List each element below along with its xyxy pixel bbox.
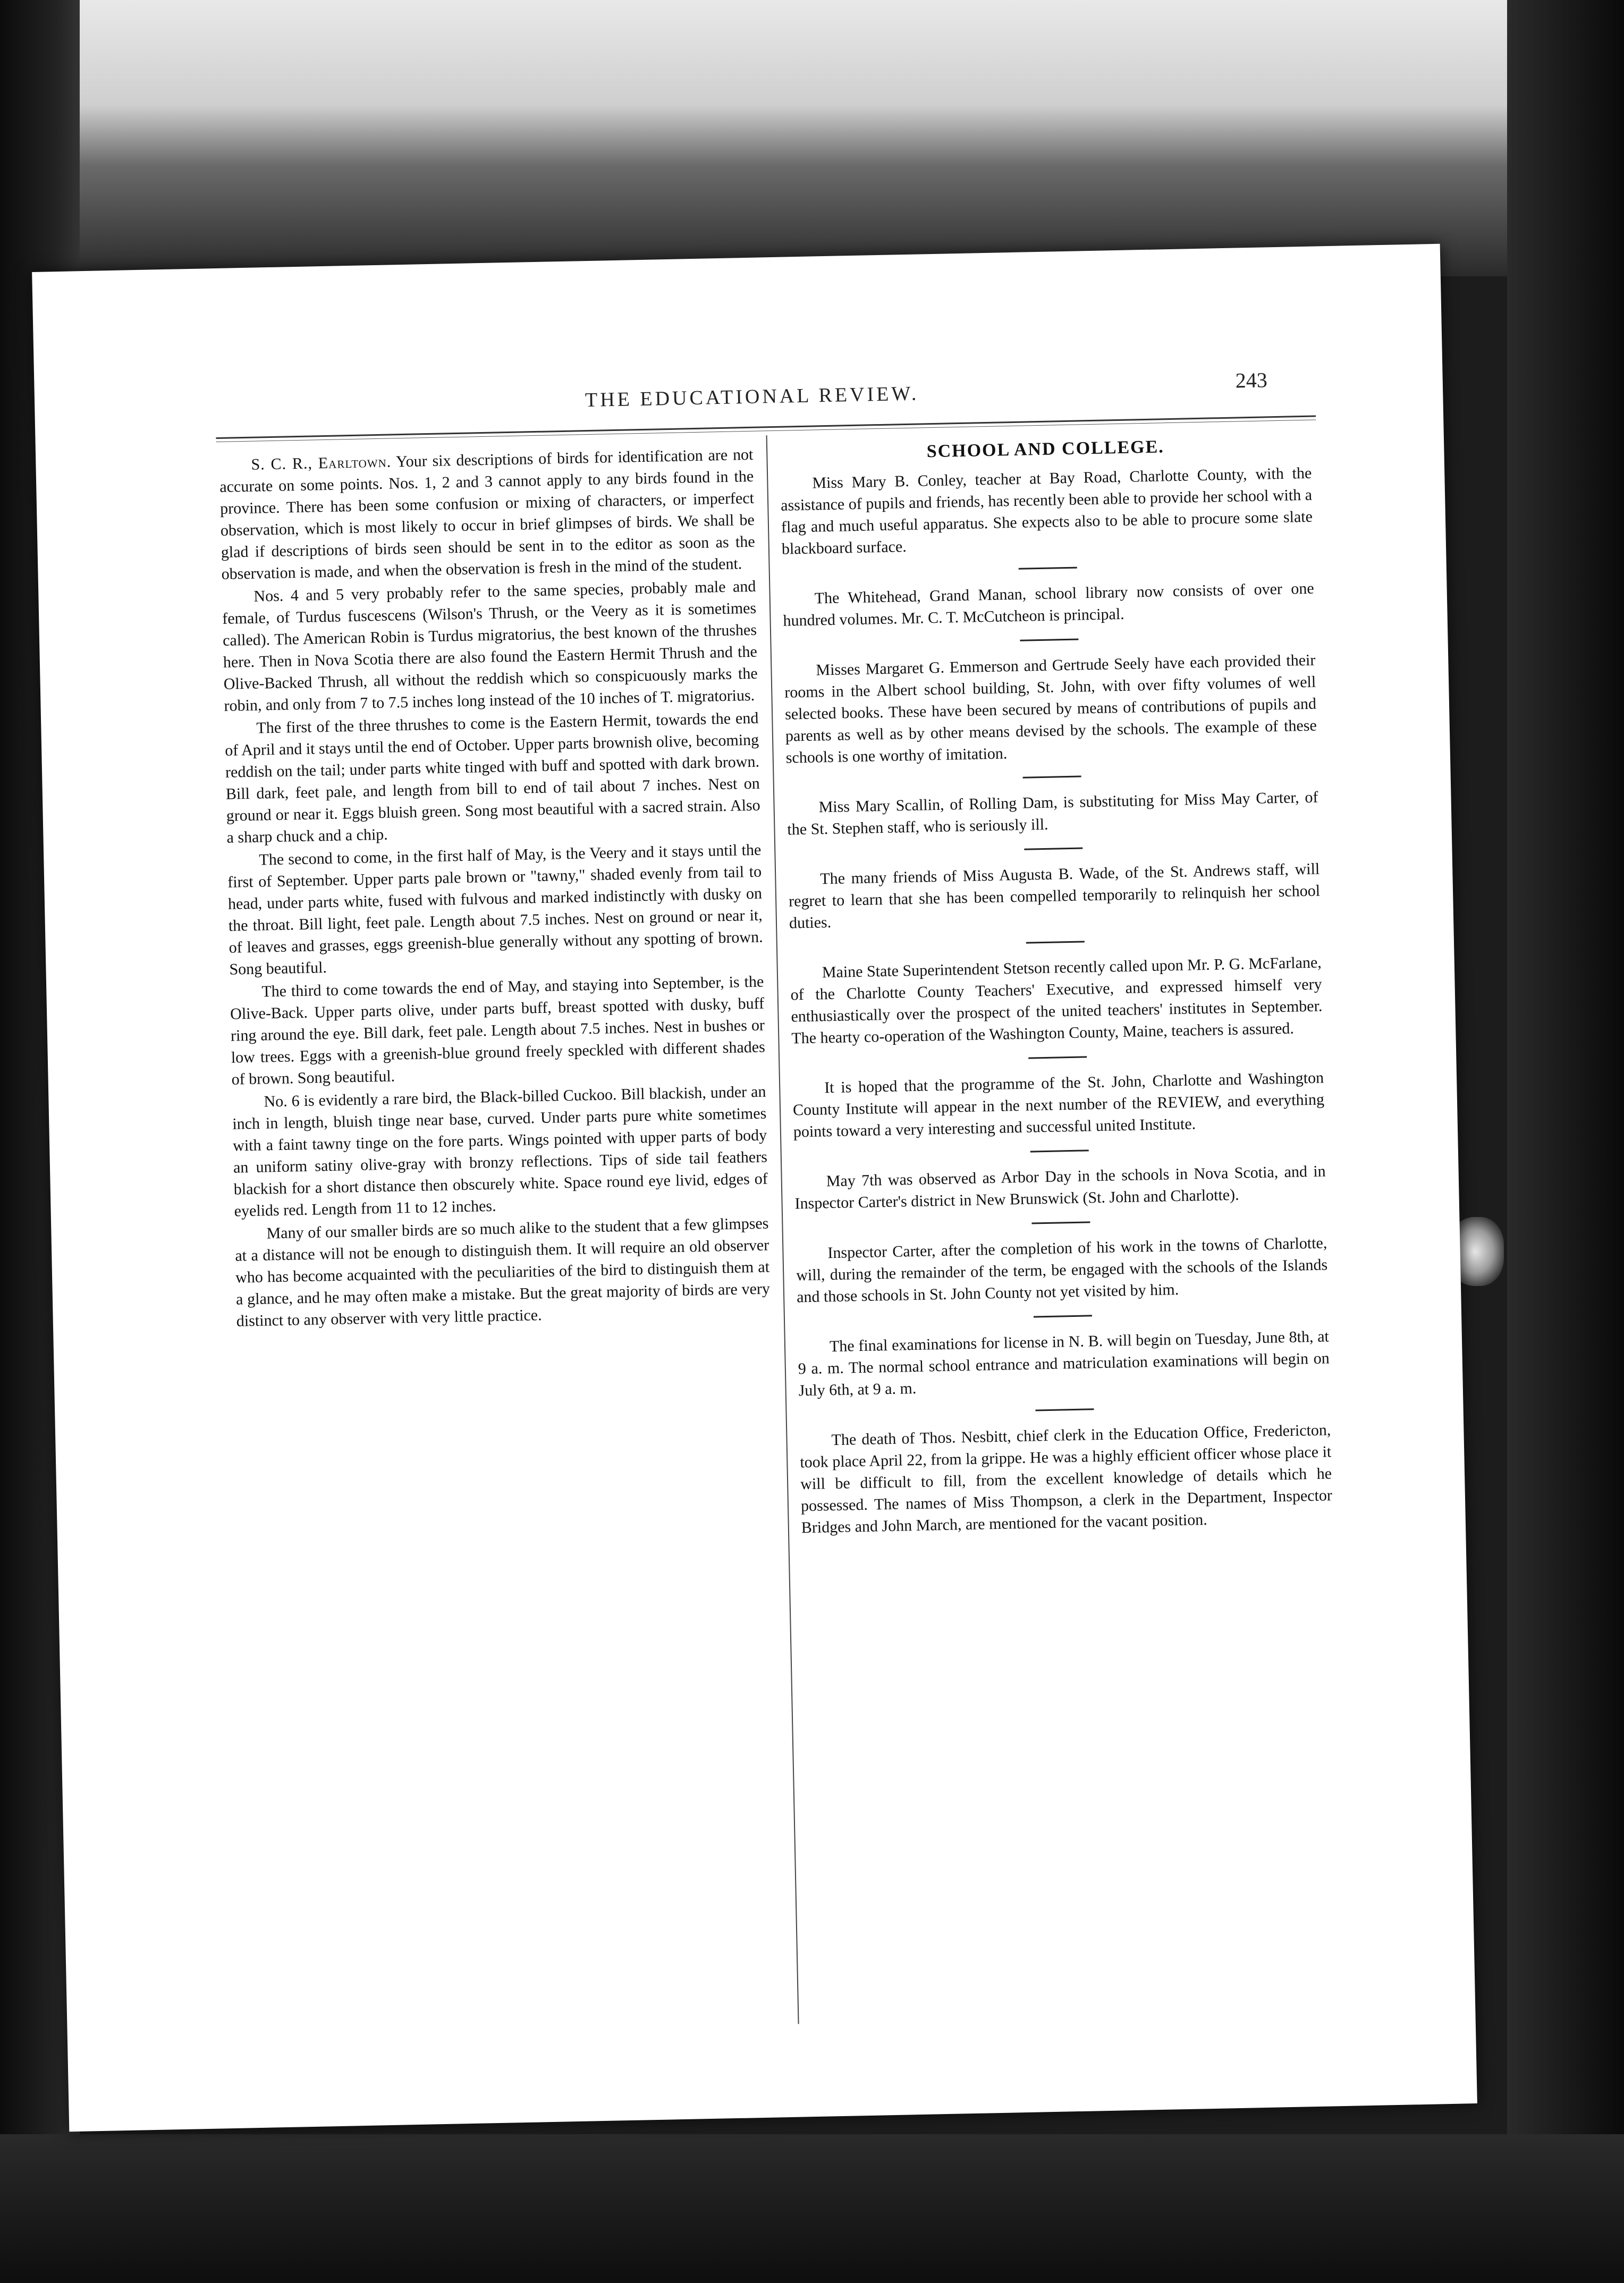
left-paragraph: Many of our smaller birds are so much alike to the student that a few glimpses at a distance will not be enough to distinguish them. It will require an old observer who has become acquainted with the peculiarities of the bird to distinguish them at a glance, and he may often make a mistake. But the great majority of birds are very distinct to any observer with very little practice. xyxy=(235,1214,771,1330)
left-column xyxy=(219,444,771,1333)
correspondent-name: S. C. R., Earltown. xyxy=(251,453,392,473)
item-separator xyxy=(1034,1315,1092,1317)
news-item: The many friends of Miss Augusta B. Wade, of the St. Andrews staff, will regret to learn that she has been compelled temporarily to relinquish her school duties. xyxy=(788,860,1321,932)
item-separator xyxy=(1020,639,1078,641)
scan-background-top xyxy=(0,0,1624,276)
item-separator xyxy=(1019,567,1077,570)
left-paragraph: S. C. R., Earltown. Your six descriptions of birds for identification are not accurate on some points. Nos. 1, 2 and 3 cannot apply to any birds found in the province. There has been some confusion or mixing of characters, or imperfect observation, which is most likely to occur in brief glimpses of birds. We shall be glad if descriptions of birds seen should be sent in to the editor as soon as the observation is made, and when the observation is fresh in the mind of the student. xyxy=(219,445,755,583)
scan-background-bottom xyxy=(0,2134,1624,2283)
news-item: The final examinations for license in N. B. will begin on Tuesday, June 8th, at 9 a. m. The normal school entrance and matriculation examinations will begin on July 6th, at 9 a. m. xyxy=(798,1327,1330,1400)
news-item: Maine State Superintendent Stetson recently called upon Mr. P. G. McFarlane, of the Charlotte County Teachers' Executive, and expressed himself very enthusiastically over the prospect of the united teachers' institutes in September. The hearty co-operation of the Washington County, Maine, teachers is assured. xyxy=(790,953,1323,1047)
item-separator xyxy=(1035,1408,1094,1411)
left-paragraph: No. 6 is evidently a rare bird, the Black-billed Cuckoo. Bill blackish, under an inch in length, bluish tinge near base, curved. Under parts pure white sometimes with a faint tawny tinge on the fore parts. Wings pointed with upper parts of body an uniform satiny olive-gray with bronzy reflections. Tips of side tail feathers blackish for a short distance then obscurely white. Space round eye livid, edges of eyelids red. Length from 11 to 12 inches. xyxy=(232,1083,768,1220)
news-item: The Whitehead, Grand Manan, school library now consists of over one hundred volumes. Mr. C. T. McCutcheon is principal. xyxy=(783,579,1314,630)
document-page xyxy=(32,244,1477,2132)
news-item: The death of Thos. Nesbitt, chief clerk in the Education Office, Fredericton, took place April 22, from la grippe. He was a highly efficient officer whose place it will be difficult to fill, from the excellent knowledge of details which he possessed. The names of Miss Thompson, a clerk in the Department, Inspector Bridges and John March, are mentioned for the vacant position. xyxy=(800,1421,1333,1537)
right-column xyxy=(780,433,1333,1539)
item-separator xyxy=(1026,941,1085,943)
news-item: Miss Mary B. Conley, teacher at Bay Road, Charlotte County, with the assistance of pupils and friends, has recently been able to provide her school with a flag and much useful apparatus. She expects also to be able to procure some slate blackboard surface. xyxy=(780,464,1313,558)
left-paragraph: The first of the three thrushes to come is the Eastern Hermit, towards the end of April and it stays until the end of October. Upper parts brownish olive, becoming reddish on the tail; under parts white tinged with buff and spotted with dark brown. Bill dark, feet pale, and length from bill to end of tail about 7 inches. Nest on ground or near it. Eggs bluish green. Song most beautiful with a sacred strain. Also a sharp chuck and a chip. xyxy=(224,709,760,847)
news-item: Miss Mary Scallin, of Rolling Dam, is substituting for Miss May Carter, of the St. Stephen staff, who is seriously ill. xyxy=(787,788,1318,839)
item-separator xyxy=(1023,776,1081,779)
page-number: 243 xyxy=(1235,368,1268,393)
running-title: THE EDUCATIONAL REVIEW. xyxy=(585,382,919,412)
left-paragraph: The second to come, in the first half of May, is the Veery and it stays until the first of September. Upper parts pale brown or "tawny," shaded evenly from tail to head, under parts white, fused with fulvous and marked indistinctly with dusky on the throat. Bill light, feet pale. Length about 7.5 inches. Nest on ground or near it, of leaves and grasses, eggs greenish-blue generally without any spotting of brown. Song beautiful. xyxy=(227,841,763,978)
item-separator xyxy=(1028,1056,1087,1059)
news-item: May 7th was observed as Arbor Day in the schools in Nova Scotia, and in Inspector Carter's district in New Brunswick (St. John and Charlotte). xyxy=(794,1162,1326,1213)
scan-background-right xyxy=(1507,0,1624,2283)
page-header xyxy=(35,368,1443,432)
left-paragraph: Nos. 4 and 5 very probably refer to the same species, probably male and female, of Turdus fuscescens (Wilson's Thrush, or the Veery as it is sometimes called). The American Robin is Turdus migratorius, the best known of the thrushes here. Then in Nova Scotia there are also found the Eastern Hermit Thrush and the Olive-Backed Thrush, all without the reddish which so conspicuously marks the robin, and only from 7 to 7.5 inches long instead of the 10 inches of T. migratorius. xyxy=(222,577,758,715)
section-title: SCHOOL AND COLLEGE. xyxy=(926,437,1165,462)
news-item: Misses Margaret G. Emmerson and Gertrude Seely have each provided their rooms in the Albert school building, St. John, with over fifty volumes of well selected books. These have been secured by means of contributions of pupils and parents as well as by other means devised by the schools. The example of these schools is one worthy of imitation. xyxy=(784,651,1317,767)
item-separator xyxy=(1024,847,1082,850)
news-item: It is hoped that the programme of the St. John, Charlotte and Washington County Institute will appear in the next number of the REVIEW, and everything points toward a very interesting and successful united Institute. xyxy=(792,1069,1325,1141)
left-paragraph: The third to come towards the end of May, and staying into September, is the Olive-Back. Upper parts olive, under parts buff, breast spotted with dusky, buff ring around the eye. Bill dark, feet pale. Length about 7.5 inches. Nest in bushes or low trees. Eggs with a greenish-blue ground freely speckled with different shades of brown. Song beautiful. xyxy=(230,973,766,1088)
news-item: Inspector Carter, after the completion of his work in the towns of Charlotte, will, during the remainder of the term, be engaged with the schools of the Islands and those schools in St. John County not yet visited by him. xyxy=(796,1234,1328,1306)
item-separator xyxy=(1030,1149,1089,1152)
item-separator xyxy=(1031,1221,1090,1224)
